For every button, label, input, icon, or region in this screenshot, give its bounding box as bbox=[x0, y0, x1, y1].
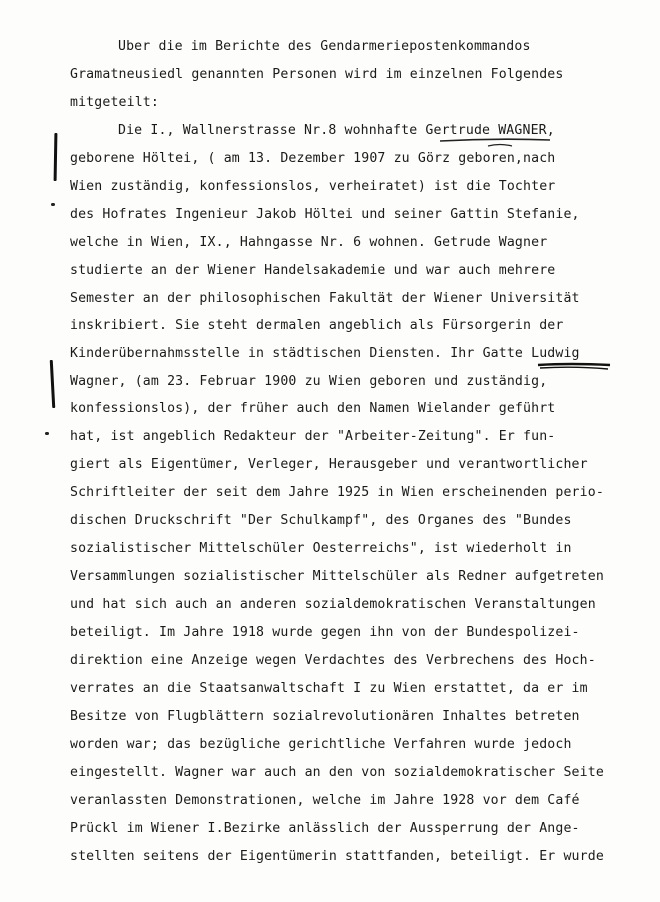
text-line: Wien zuständig, konfessionslos, verheiratet) ist die Tochter bbox=[70, 179, 556, 194]
text-line: verrates an die Staatsanwaltschaft I zu Wien erstattet, da er im bbox=[70, 681, 588, 696]
text-line: Schriftleiter der seit dem Jahre 1925 in Wien erscheinenden perio- bbox=[70, 485, 604, 500]
text-line: und hat sich auch an anderen sozialdemokratischen Veranstaltungen bbox=[70, 597, 596, 612]
underline-gertrude-wagner bbox=[440, 139, 550, 141]
text-line: stellten seitens der Eigentümerin stattfanden, beteiligt. Er wurde bbox=[70, 849, 604, 864]
text-line: inskribiert. Sie steht dermalen angeblich als Fürsorgerin der bbox=[70, 318, 564, 333]
text-line: eingestellt. Wagner war auch an den von sozialdemokratischer Seite bbox=[70, 765, 604, 780]
underline-ludwig-2 bbox=[540, 367, 608, 369]
text-line: hat, ist angeblich Redakteur der "Arbeiter-Zeitung". Er fun- bbox=[70, 429, 556, 444]
text-line: geborene Höltei, ( am 13. Dezember 1907 zu Görz geboren,nach bbox=[70, 151, 556, 166]
underline-tick bbox=[488, 145, 512, 147]
text-line: dischen Druckschrift "Der Schulkampf", des Organes des "Bundes bbox=[70, 513, 572, 528]
text-line: giert als Eigentümer, Verleger, Herausgeber und verantwortlicher bbox=[70, 457, 588, 472]
text-line: Semester an der philosophischen Fakultät der Wiener Universität bbox=[70, 291, 580, 306]
text-line: studierte an der Wiener Handelsakademie und war auch mehrere bbox=[70, 263, 556, 278]
text-line: sozialistischer Mittelschüler Oesterreichs", ist wiederholt in bbox=[70, 541, 572, 556]
text-line: Die I., Wallnerstrasse Nr.8 wohnhafte Gertrude WAGNER, bbox=[118, 123, 555, 138]
text-line: veranlassten Demonstrationen, welche im Jahre 1928 vor dem Café bbox=[70, 793, 580, 808]
text-line: welche in Wien, IX., Hahngasse Nr. 6 wohnen. Getrude Wagner bbox=[70, 235, 548, 250]
text-line: mitgeteilt: bbox=[70, 95, 159, 110]
text-line: Besitze von Flugblättern sozialrevolutionären Inhaltes betreten bbox=[70, 709, 580, 724]
text-line: beteiligt. Im Jahre 1918 wurde gegen ihn von der Bundespolizei- bbox=[70, 625, 580, 640]
underline-ludwig bbox=[538, 364, 610, 365]
text-line: konfessionslos), der früher auch den Namen Wielander geführt bbox=[70, 401, 556, 416]
text-line: Gramatneusiedl genannten Personen wird im einzelnen Folgendes bbox=[70, 67, 564, 82]
text-line: Prückl im Wiener I.Bezirke anlässlich der Aussperrung der Ange- bbox=[70, 821, 580, 836]
text-line: Uber die im Berichte des Gendarmeriepostenkommandos bbox=[118, 39, 531, 54]
text-line: direktion eine Anzeige wegen Verdachtes des Verbrechens des Hoch- bbox=[70, 653, 596, 668]
text-line: Versammlungen sozialistischer Mittelschüler als Redner aufgetreten bbox=[70, 569, 604, 584]
text-line: worden war; das bezügliche gerichtliche Verfahren wurde jedoch bbox=[70, 737, 572, 752]
text-line: des Hofrates Ingenieur Jakob Höltei und seiner Gattin Stefanie, bbox=[70, 207, 580, 222]
text-line: Wagner, (am 23. Februar 1900 zu Wien geboren und zuständig, bbox=[70, 374, 548, 389]
text-line: Kinderübernahmsstelle in städtischen Diensten. Ihr Gatte Ludwig bbox=[70, 346, 580, 361]
